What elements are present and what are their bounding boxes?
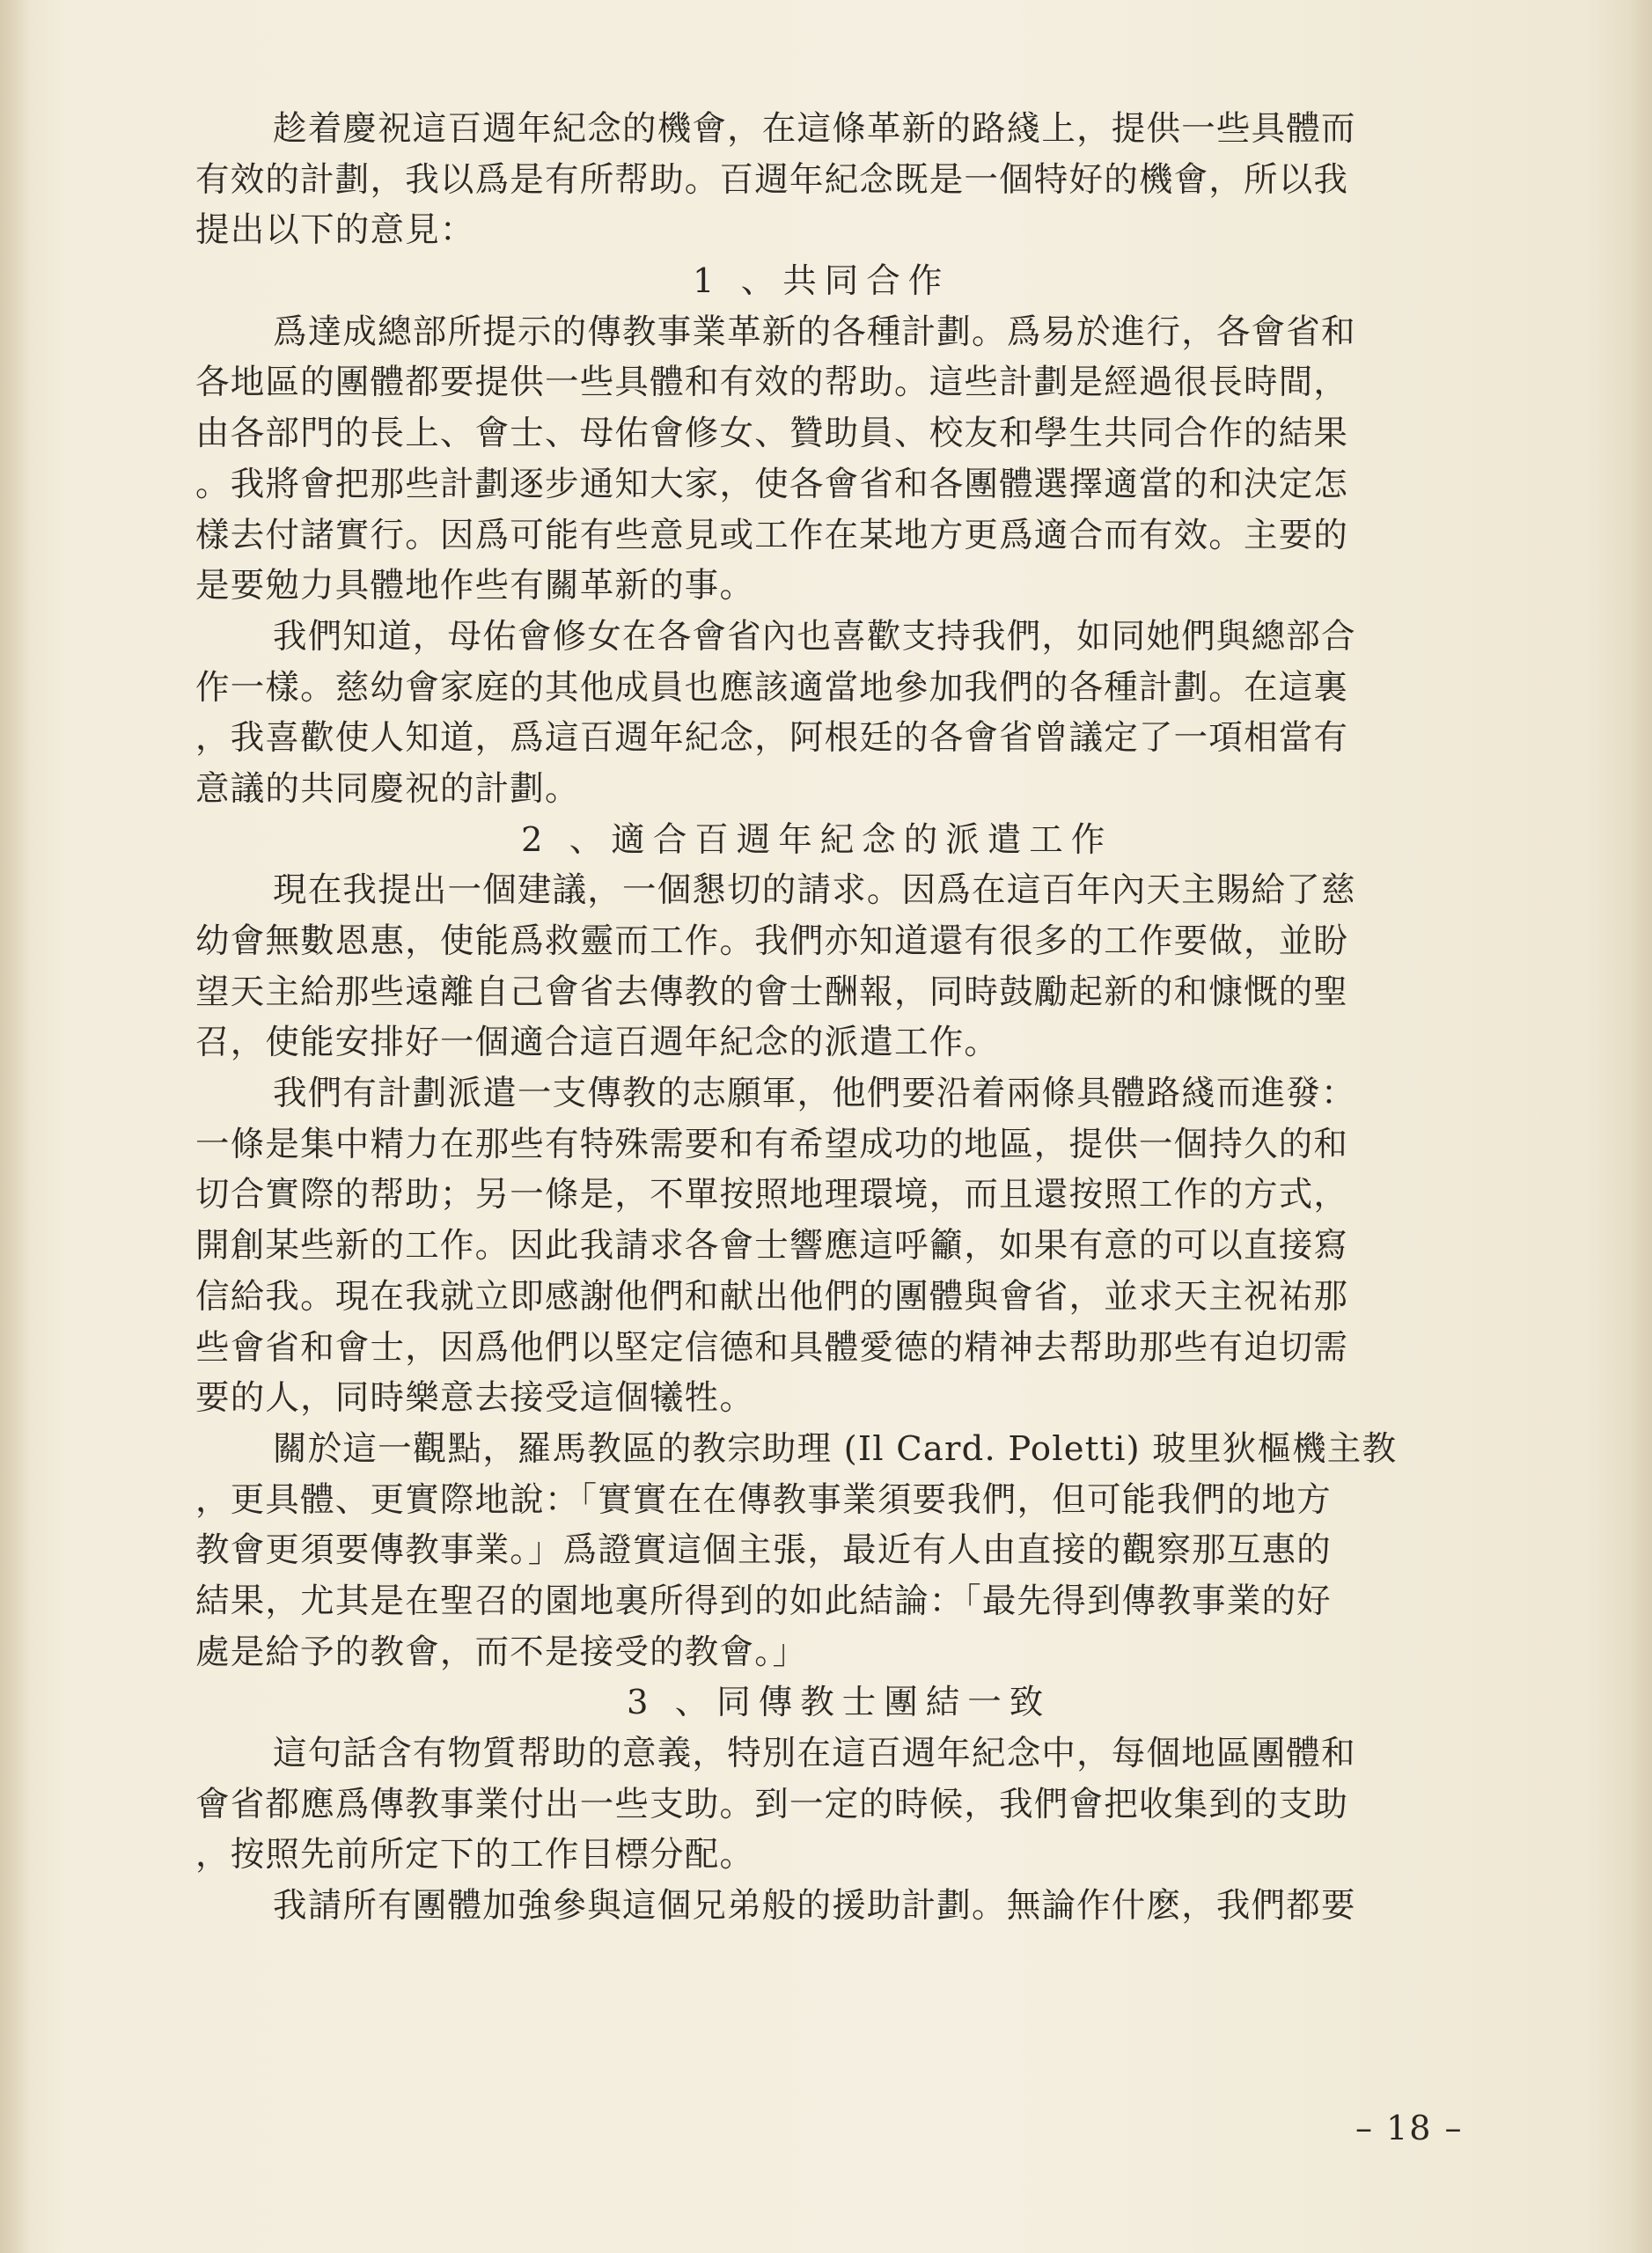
body-text — [195, 104, 1480, 1932]
section-heading: 1 、共同合作 — [693, 261, 951, 302]
text-line: ，按照先前所定下的工作目標分配。 — [195, 1835, 755, 1875]
text-line: 我們知道，母佑會修女在各會省內也喜歡支持我們，如同她們與總部合 — [273, 616, 1356, 657]
text-line: 召，使能安排好一個適合這百週年紀念的派遣工作。 — [195, 1023, 1000, 1063]
text-line: 現在我提出一個建議，一個懇切的請求。因爲在這百年內天主賜給了慈 — [273, 870, 1356, 911]
text-line: ，我喜歡使人知道，爲這百週年紀念，阿根廷的各會省曾議定了一項相當有 — [195, 718, 1349, 759]
text-line: 關於這一觀點，羅馬教區的教宗助理 (Il Card. Poletti) 玻里狄樞機主教 — [273, 1428, 1398, 1469]
text-line: 提出以下的意見： — [195, 210, 475, 251]
text-line: 切合實際的帮助；另一條是，不單按照地理環境，而且還按照工作的方式， — [195, 1175, 1349, 1215]
section-heading: 3 、同傳教士團結一致 — [627, 1683, 1052, 1723]
text-line: 一條是集中精力在那些有特殊需要和有希望成功的地區，提供一個持久的和 — [195, 1124, 1349, 1164]
text-line: 處是給予的教會，而不是接受的教會。」 — [195, 1632, 808, 1672]
text-line: 我請所有團體加強參與這個兄弟般的援助計劃。無論作什麽，我們都要 — [273, 1886, 1356, 1926]
text-line: 要的人，同時樂意去接受這個犧牲。 — [195, 1378, 755, 1419]
text-line: 幼會無數恩惠，使能爲救靈而工作。我們亦知道還有很多的工作要做，並盼 — [195, 921, 1349, 961]
text-line: 有效的計劃，我以爲是有所帮助。百週年紀念既是一個特好的機會，所以我 — [195, 159, 1349, 200]
text-line: 爲達成總部所提示的傳教事業革新的各種計劃。爲易於進行，各會省和 — [273, 312, 1356, 352]
page-number: – 18 – — [1355, 2109, 1464, 2147]
text-line: 由各部門的長上、會士、母佑會修女、贊助員、校友和學生共同合作的結果 — [195, 414, 1349, 454]
text-line: 教會更須要傳教事業。」爲證實這個主張，最近有人由直接的觀察那互惠的 — [195, 1530, 1332, 1571]
text-line: 些會省和會士，因爲他們以堅定信德和具體愛德的精神去帮助那些有迫切需 — [195, 1327, 1349, 1368]
text-line: 是要勉力具體地作些有關革新的事。 — [195, 566, 755, 606]
text-line: 這句話含有物質帮助的意義，特別在這百週年紀念中，每個地區團體和 — [273, 1734, 1356, 1773]
text-line: 趁着慶祝這百週年紀念的機會，在這條革新的路綫上，提供一些具體而 — [273, 109, 1356, 149]
text-line: 意議的共同慶祝的計劃。 — [195, 768, 580, 809]
text-line: 我們有計劃派遣一支傳教的志願軍，他們要沿着兩條具體路綫而進發： — [273, 1074, 1356, 1114]
page-edge — [1629, 0, 1652, 2253]
text-line: 結果，尤其是在聖召的園地裏所得到的如此結論：「最先得到傳教事業的好 — [195, 1581, 1332, 1621]
text-line: 信給我。現在我就立即感謝他們和献出他們的團體與會省，並求天主祝祐那 — [195, 1276, 1349, 1317]
text-line: 各地區的團體都要提供一些具體和有效的帮助。這些計劃是經過很長時間， — [195, 363, 1349, 403]
text-line: 作一樣。慈幼會家庭的其他成員也應該適當地參加我們的各種計劃。在這裏 — [195, 667, 1349, 708]
text-line: 望天主給那些遠離自己會省去傳教的會士酬報，同時鼓勵起新的和慷慨的聖 — [195, 972, 1349, 1012]
text-line: 開創某些新的工作。因此我請求各會士響應這呼籲，如果有意的可以直接寫 — [195, 1226, 1349, 1266]
text-line: 。我將會把那些計劃逐步通知大家，使各會省和各團體選擇適當的和決定怎 — [195, 464, 1349, 504]
section-heading: 2 、適合百週年紀念的派遣工作 — [521, 819, 1113, 860]
spine-shadow — [0, 0, 30, 2253]
text-line: ，更具體、更實際地說：「實實在在傳教事業須要我們，但可能我們的地方 — [195, 1479, 1332, 1520]
text-line: 會省都應爲傳教事業付出一些支助。到一定的時候，我們會把收集到的支助 — [195, 1784, 1349, 1824]
text-line: 樣去付諸實行。因爲可能有些意見或工作在某地方更爲適合而有效。主要的 — [195, 515, 1349, 555]
